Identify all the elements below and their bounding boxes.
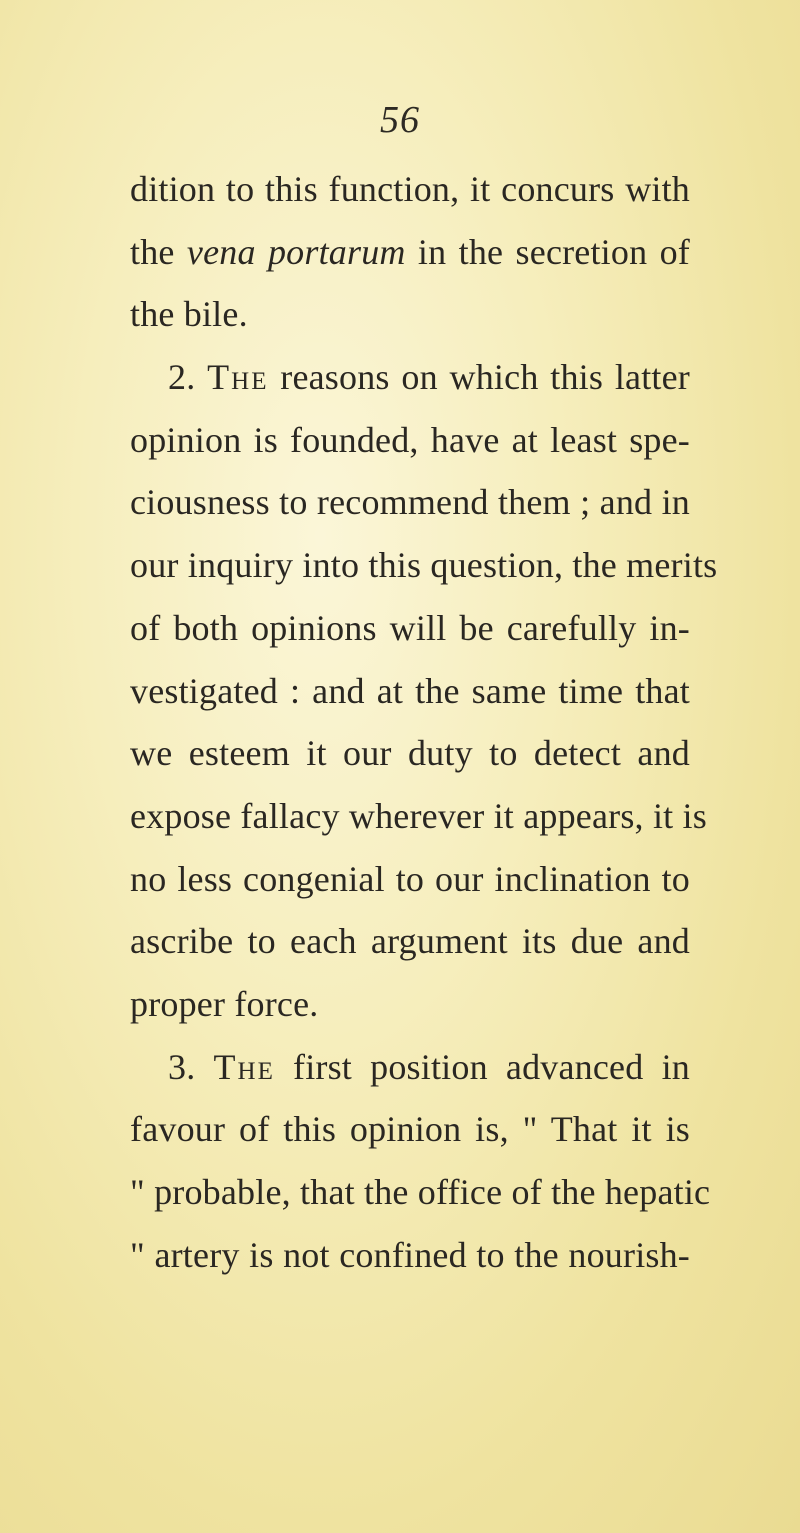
text-line: ascribe to each argument its due and [130,921,690,962]
text-fragment: first position advanced in [274,1046,690,1087]
text-line: we esteem it our duty to detect and [130,733,690,774]
text-fragment: reasons on which this latter [268,357,690,398]
paragraph-start [130,1036,690,1099]
text-fragment: the [130,231,187,272]
text-line: no less congenial to our inclination to [130,858,690,899]
text-line: opinion is founded, have at least spe- [130,419,690,460]
page-number: 56 [380,99,420,141]
paragraph-number: 3. [168,1046,214,1087]
text-line: ciousness to recommend them ; and in [130,482,690,523]
italic-term: vena portarum [186,231,406,272]
paragraph-number: 2. [168,357,208,398]
text-line: " probable, that the office of the hepatic [130,1172,711,1212]
small-caps-word: The [207,357,269,398]
body-text [130,158,718,1286]
text-line: our inquiry into this question, the merits [130,545,718,586]
text-line: the bile. [130,294,248,335]
text-line: favour of this opinion is, " That it is [130,1109,690,1150]
text-line: " artery is not confined to the nourish- [130,1234,690,1275]
paragraph-start [130,346,690,409]
text-line: vestigated : and at the same time that [130,670,690,711]
text-line: proper force. [130,983,319,1024]
text-line: of both opinions will be carefully in- [130,607,690,648]
text-line [130,221,690,284]
text-line: dition to this function, it concurs with [130,169,690,209]
small-caps-word: The [213,1046,275,1087]
text-line: expose fallacy wherever it appears, it is [130,795,707,836]
text-fragment: in the secretion of [405,231,690,272]
